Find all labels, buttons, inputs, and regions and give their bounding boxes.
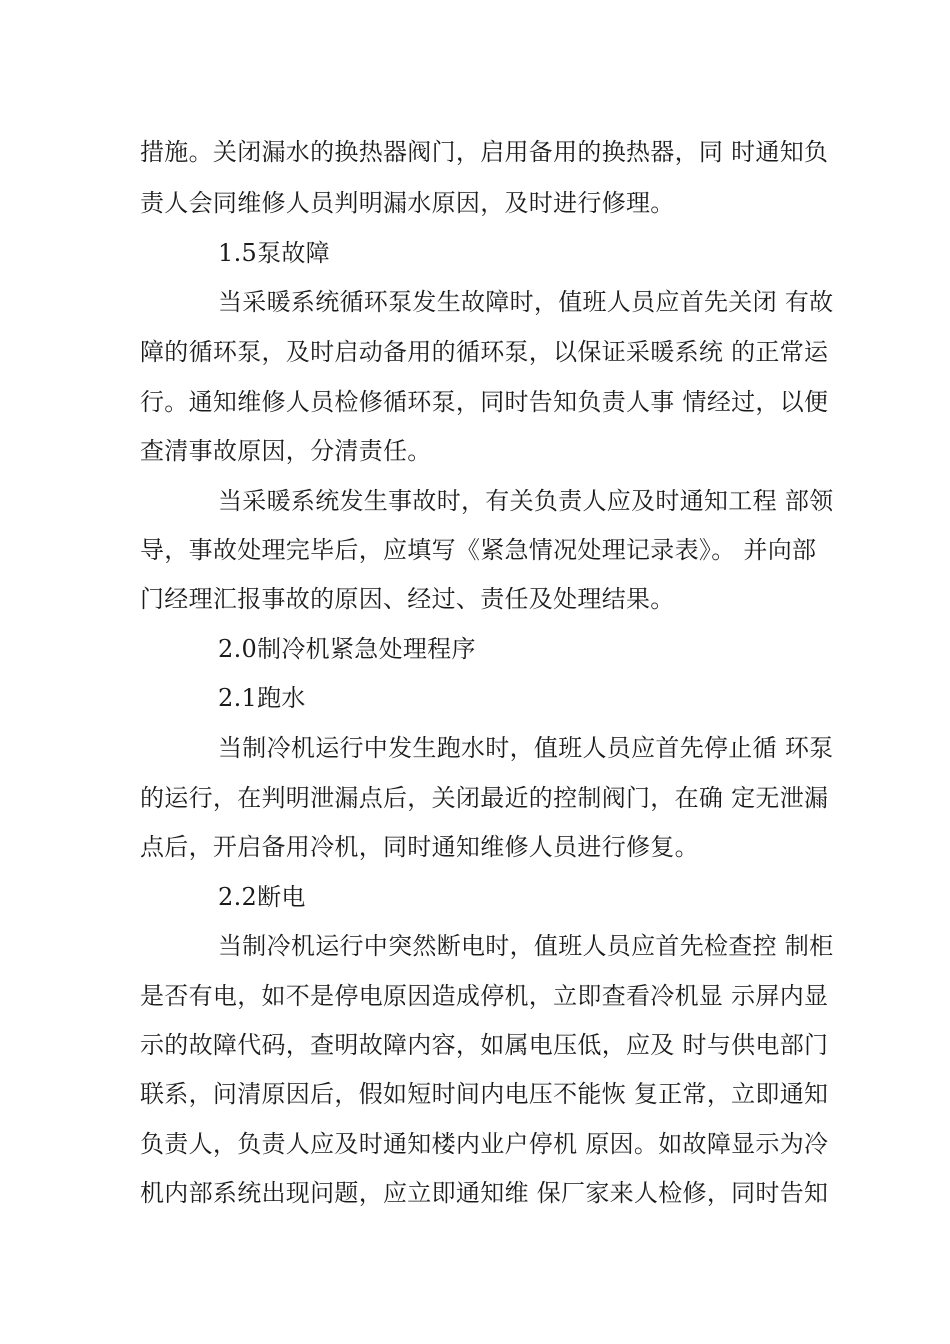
- section-heading: 1.5泵故障: [218, 239, 330, 267]
- section-heading: 2.0制冷机紧急处理程序: [218, 635, 476, 663]
- paragraph-line: 导，事故处理完毕后，应填写《紧急情况处理记录表》。 并向部: [140, 536, 817, 564]
- paragraph-line: 联系，问清原因后，假如短时间内电压不能恢 复正常，立即通知: [140, 1080, 829, 1108]
- paragraph-line: 障的循环泵，及时启动备用的循环泵，以保证采暖系统 的正常运: [140, 338, 829, 366]
- paragraph-line: 的运行，在判明泄漏点后，关闭最近的控制阀门，在确 定无泄漏: [140, 784, 829, 812]
- paragraph-line: 责人会同维修人员判明漏水原因，及时进行修理。: [140, 189, 675, 217]
- paragraph-line: 当制冷机运行中发生跑水时，值班人员应首先停止循 环泵: [218, 734, 834, 762]
- paragraph-line: 查清事故原因，分清责任。: [140, 437, 432, 465]
- paragraph-line: 当采暖系统发生事故时，有关负责人应及时通知工程 部领: [218, 487, 834, 515]
- paragraph-line: 门经理汇报事故的原因、经过、责任及处理结果。: [140, 585, 675, 613]
- paragraph-line: 措施。关闭漏水的换热器阀门，启用备用的换热器，同 时通知负: [140, 138, 829, 166]
- paragraph-line: 机内部系统出现问题，应立即通知维 保厂家来人检修，同时告知: [140, 1179, 829, 1207]
- paragraph-line: 行。通知维修人员检修循环泵，同时告知负责人事 情经过，以便: [140, 388, 829, 416]
- section-heading: 2.2断电: [218, 883, 306, 911]
- paragraph-line: 点后，开启备用冷机，同时通知维修人员进行修复。: [140, 833, 699, 861]
- paragraph-line: 示的故障代码，查明故障内容，如属电压低，应及 时与供电部门: [140, 1031, 829, 1059]
- paragraph-line: 当采暖系统循环泵发生故障时，值班人员应首先关闭 有故: [218, 288, 834, 316]
- paragraph-line: 是否有电，如不是停电原因造成停机，立即查看冷机显 示屏内显: [140, 982, 829, 1010]
- section-heading: 2.1跑水: [218, 684, 306, 712]
- paragraph-line: 当制冷机运行中突然断电时，值班人员应首先检查控 制柜: [218, 932, 834, 960]
- paragraph-line: 负责人，负责人应及时通知楼内业户停机 原因。如故障显示为冷: [140, 1130, 829, 1158]
